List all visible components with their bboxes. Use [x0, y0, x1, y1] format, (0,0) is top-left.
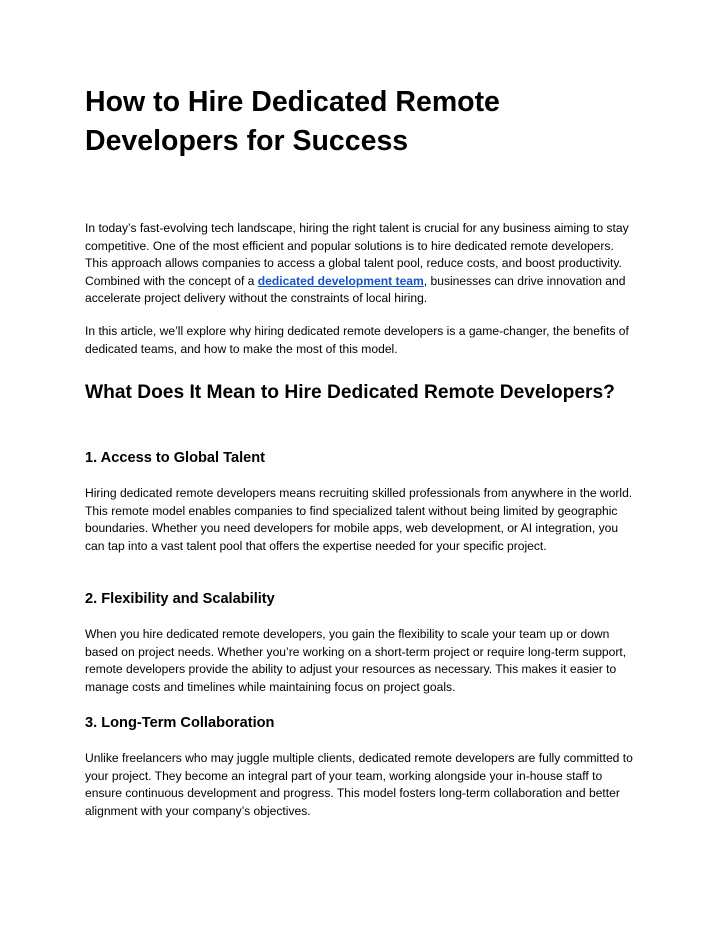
subsection-body-flexibility: When you hire dedicated remote developers, you gain the flexibility to scale your team up or down based on project needs. Whether you’re working on a short-term project or require long-term support, remote developers provide the ability to adjust your resources as necessary. This makes it easier to manage costs and timelines while maintaining focus on project goals.	[85, 627, 627, 694]
section-heading: What Does It Mean to Hire Dedicated Remote Developers?	[85, 382, 615, 403]
subsection-heading-global-talent: 1. Access to Global Talent	[85, 450, 266, 466]
subsection-heading-flexibility: 2. Flexibility and Scalability	[85, 591, 275, 607]
subsection-heading-long-term: 3. Long-Term Collaboration	[85, 715, 275, 731]
intro-paragraph-1	[85, 220, 638, 308]
subsection-body-global-talent: Hiring dedicated remote developers means recruiting skilled professionals from anywhere in the world. This remote model enables companies to find specialized talent without being limited by geographic boundaries. Whether you need developers for mobile apps, web development, or AI integration, you can tap into a vast talent pool that offers the expertise needed for your specific project.	[85, 486, 633, 553]
document-title: How to Hire Dedicated Remote Developers for Success	[85, 86, 500, 157]
intro-text-before-link: In today’s fast-evolving tech landscape, hiring the right talent is crucial for any business aiming to stay competitive. One of the most efficient and popular solutions is to hire dedicated remote developers. This approach allows companies to access a global talent pool, reduce costs, and boost productivity. Combined with the concept of a	[85, 221, 629, 288]
intro-text-after-link: , businesses can drive innovation and accelerate project delivery without the constraints of local hiring.	[85, 273, 626, 305]
subsection-body-long-term: Unlike freelancers who may juggle multiple clients, dedicated remote developers are fully committed to your project. They become an integral part of your team, working alongside your in-house staff to ensure continuous development and progress. This model fosters long-term collaboration and better alignment with your company’s objectives.	[85, 751, 633, 818]
dedicated-development-team-link[interactable]: dedicated development team	[257, 273, 424, 288]
intro-paragraph-2: In this article, we’ll explore why hiring dedicated remote developers is a game-changer, the benefits of dedicated teams, and how to make the most of this model.	[85, 324, 629, 356]
